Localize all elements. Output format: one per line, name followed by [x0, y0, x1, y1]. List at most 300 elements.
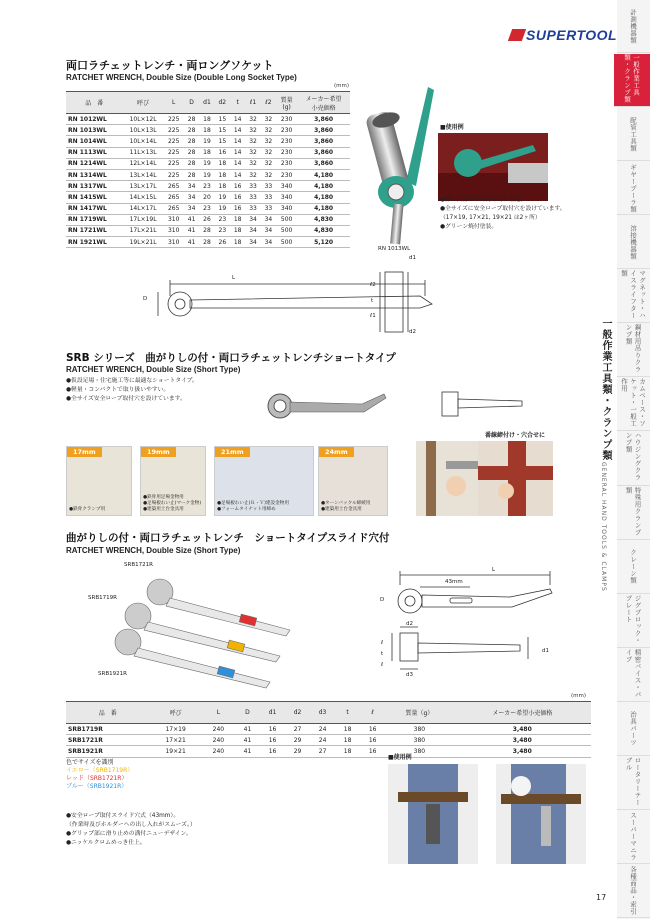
table-cell: 34 — [261, 214, 276, 225]
rn-usage-photo — [438, 133, 548, 201]
table-cell: 32 — [261, 169, 276, 180]
table-cell: 18 — [199, 147, 214, 158]
table-cell: 34 — [245, 237, 260, 248]
table-cell: 41 — [184, 237, 199, 248]
table-cell: 230 — [276, 114, 297, 125]
table-cell: 3,480 — [454, 724, 591, 735]
srb-side-drawing — [437, 384, 527, 424]
table-cell: 230 — [276, 147, 297, 158]
table-cell: 240 — [202, 746, 235, 757]
table-row — [66, 158, 350, 169]
table-cell: 34 — [245, 225, 260, 236]
sidebar-tab-label: 鋼材用吊りクランプ類 — [624, 324, 642, 374]
sidebar-tab[interactable] — [617, 487, 650, 540]
srb-usage-photo-2 — [478, 441, 553, 516]
size-badge: 24mm — [319, 447, 354, 457]
table-cell: 225 — [164, 125, 184, 136]
sidebar-tab-label: 溶接機器類 — [629, 224, 637, 260]
table-cell: 27 — [285, 724, 310, 735]
table-cell: 225 — [164, 136, 184, 147]
section3-usage-label: ■使用例 — [388, 754, 412, 761]
size-photo-21mm — [214, 446, 314, 516]
table-cell: 28 — [184, 169, 199, 180]
table-cell: 225 — [164, 169, 184, 180]
table-cell: 16 — [360, 735, 385, 746]
table-cell: 19 — [199, 136, 214, 147]
table-header-cell: 品 番 — [66, 92, 123, 114]
rn-wrench-photo — [358, 82, 438, 252]
sidebar-tab-label: 精密バイス・パイプ — [624, 648, 642, 698]
table-cell: SRB1719R — [66, 724, 150, 735]
rn-dimension-drawing — [150, 262, 440, 338]
table-cell: 18 — [335, 724, 360, 735]
table-cell: RN 1013WL — [66, 125, 123, 136]
table-cell: 16 — [230, 181, 245, 192]
srb-wrench-photo — [262, 390, 392, 430]
table-cell: SRB1921R — [66, 746, 150, 757]
sidebar-tab[interactable] — [617, 595, 650, 648]
table-row — [66, 125, 350, 136]
table-cell: 17×19 — [150, 724, 202, 735]
table-cell: 14 — [230, 169, 245, 180]
dim-srb-43mm: 43mm — [445, 579, 463, 585]
table-cell: 14 — [230, 136, 245, 147]
table-cell: 32 — [261, 114, 276, 125]
bullet-line: ●全サイズ安全ロープ取付穴を設けています。 — [66, 396, 186, 402]
table-cell: 380 — [385, 735, 453, 746]
table-cell: 32 — [261, 136, 276, 147]
table-cell: 28 — [199, 237, 214, 248]
table-cell: 4,180 — [297, 192, 350, 203]
table-cell: 18 — [199, 125, 214, 136]
table-cell: 14 — [230, 158, 245, 169]
table-cell: 16 — [230, 203, 245, 214]
size-photo-17mm — [66, 446, 132, 516]
table-cell: 310 — [164, 225, 184, 236]
table-cell: 15 — [215, 125, 230, 136]
dim-l1: ℓ1 — [370, 313, 376, 319]
table-row — [66, 192, 350, 203]
bullet-line: ●深い凹部での締付け時に最適。 — [440, 197, 527, 203]
table-cell: 33 — [245, 203, 260, 214]
table-cell: 18 — [215, 158, 230, 169]
table-header-cell: L — [164, 92, 184, 114]
dim-L: L — [232, 275, 236, 281]
color-key — [66, 759, 133, 791]
table-cell: 380 — [385, 746, 453, 757]
table-cell: 225 — [164, 147, 184, 158]
table-row — [66, 214, 350, 225]
table-cell: 17L×19L — [123, 214, 164, 225]
dim-D: D — [143, 296, 148, 302]
section1-title: 両口ラチェットレンチ・両ロングソケット — [66, 59, 274, 72]
table-cell: 15 — [215, 136, 230, 147]
sidebar-tab-label: ジグプロック・プレート — [624, 594, 642, 644]
table-cell: 28 — [199, 225, 214, 236]
section2-title: SRB シリーズ 曲がりしの付・両口ラチェットレンチショートタイプ — [66, 352, 396, 364]
label-srb1721r: SRB1721R — [124, 562, 153, 568]
table-cell: 26 — [215, 237, 230, 248]
sidebar-tab[interactable] — [617, 757, 650, 810]
table-cell: 24 — [310, 724, 335, 735]
section3-unit: (mm) — [571, 693, 587, 699]
table-cell: 11L×13L — [123, 147, 164, 158]
table-cell: 230 — [276, 169, 297, 180]
table-cell: 32 — [245, 136, 260, 147]
bullet-line: （作業時及びホルダーへの出し入れがスムーズ。） — [66, 822, 196, 828]
table-cell: 28 — [184, 158, 199, 169]
bullet-line: ●仮設足場・住宅施工等に最適なショートタイプ。 — [66, 378, 198, 384]
table-cell: 23 — [199, 203, 214, 214]
bullet-line: ●ニッケルクロムめっき仕上。 — [66, 840, 146, 846]
table-cell: 3,860 — [297, 125, 350, 136]
page-number: 17 — [596, 893, 607, 902]
table-cell: 29 — [285, 746, 310, 757]
table-cell: 33 — [245, 181, 260, 192]
table-cell: 3,860 — [297, 147, 350, 158]
table-cell: 14 — [230, 147, 245, 158]
table-cell: 310 — [164, 237, 184, 248]
bullet-line: ●安全ロープ取付スライド穴式（43mm）。 — [66, 813, 180, 819]
table-row — [66, 136, 350, 147]
table-cell: RN 1214WL — [66, 158, 123, 169]
table-cell: 310 — [164, 214, 184, 225]
table-row — [66, 114, 350, 125]
table-cell: 18 — [215, 169, 230, 180]
table-cell: 500 — [276, 237, 297, 248]
table-header-cell: t — [230, 92, 245, 114]
table-cell: 3,480 — [454, 735, 591, 746]
table-cell: 10L×12L — [123, 114, 164, 125]
sidebar-tab[interactable] — [617, 649, 650, 702]
sidebar-tab-label: クレーン類 — [629, 549, 637, 585]
table-cell: 16 — [260, 746, 285, 757]
table-header-cell: 質量（g） — [385, 702, 453, 724]
table-row — [66, 724, 591, 735]
table-cell: RN 1721WL — [66, 225, 123, 236]
table-cell: 32 — [245, 125, 260, 136]
size-note: ●ターンバックル締緩用 ●建築用土台金具用 — [321, 501, 371, 512]
main-category-english: GENERAL HAND TOOLS & CLAMPS — [600, 462, 607, 592]
size-photo-24mm — [318, 446, 388, 516]
label-srb1719r: SRB1719R — [88, 595, 117, 601]
sidebar-tab[interactable] — [617, 324, 650, 377]
table-header-cell: d2 — [215, 92, 230, 114]
table-cell: 265 — [164, 192, 184, 203]
table-cell: RN 1921WL — [66, 237, 123, 248]
table-cell: 32 — [261, 158, 276, 169]
size-photo-19mm — [140, 446, 206, 516]
table-header-cell: メーカー希望小売価格 — [454, 702, 591, 724]
section1-bullets — [440, 196, 566, 232]
sidebar-tab-label: ハウジングクランプ類 — [624, 432, 642, 482]
bullet-line: ●グリップ部に滑り止めの溝付ニューデザイン。 — [66, 831, 192, 837]
table-cell: 28 — [184, 136, 199, 147]
dim-srb-t: t — [381, 651, 384, 657]
table-header-cell: メーカー希望 小売価格 — [297, 92, 350, 114]
table-cell: 19×21 — [150, 746, 202, 757]
table-cell: 41 — [235, 724, 260, 735]
table-cell: 29 — [285, 735, 310, 746]
sidebar-tab-label: 各種商品・索引 — [629, 866, 637, 916]
table-cell: 34 — [184, 203, 199, 214]
sidebar-tab[interactable] — [617, 541, 650, 594]
table-cell: 18 — [199, 114, 214, 125]
table-cell: 5,120 — [297, 237, 350, 248]
table-header-cell: L — [202, 702, 235, 724]
table-cell: RN 1113WL — [66, 147, 123, 158]
sidebar-tab-label: ロータリーテーブル — [624, 756, 642, 806]
table-cell: SRB1721R — [66, 735, 150, 746]
dim-srb-D: D — [380, 597, 385, 603]
table-header-cell: 呼び — [123, 92, 164, 114]
table-header-cell: d3 — [310, 702, 335, 724]
bullet-line: （17×19, 17×21, 19×21 は2ヶ所） — [440, 215, 541, 221]
table-header-cell: d2 — [285, 702, 310, 724]
sidebar-tab-label: 特殊用クランプ類 — [624, 486, 642, 536]
sidebar-tab-label: スーパーマニラ — [629, 812, 637, 862]
table-cell: 19L×21L — [123, 237, 164, 248]
table-cell: 34 — [245, 214, 260, 225]
dim-l2: ℓ2 — [370, 282, 376, 288]
table-cell: 340 — [276, 192, 297, 203]
table-cell: 340 — [276, 203, 297, 214]
table-cell: 14L×17L — [123, 203, 164, 214]
bullet-line: ●全サイズに安全ロープ取付穴を設けています。 — [440, 206, 566, 212]
table-row — [66, 169, 350, 180]
size-badge: 17mm — [67, 447, 102, 457]
table-cell: 4,180 — [297, 181, 350, 192]
sidebar-tab-label: 配管工具類 — [629, 116, 637, 152]
section1-usage-label: ■使用例 — [440, 124, 464, 131]
table-cell: 33 — [261, 181, 276, 192]
table-cell: 240 — [202, 724, 235, 735]
table-cell: 28 — [184, 125, 199, 136]
section2-photo-title: 番線締付け・穴合せに — [485, 432, 546, 439]
table-header-cell: 品 番 — [66, 702, 150, 724]
sidebar-tab[interactable] — [617, 432, 650, 485]
table-cell: 4,180 — [297, 203, 350, 214]
size-note: ●鉄骨クランプ用 — [69, 507, 106, 512]
sidebar-tab[interactable] — [617, 811, 650, 864]
table-row — [66, 147, 350, 158]
table-cell: 12L×14L — [123, 158, 164, 169]
section2-bullets — [66, 377, 198, 404]
table-header-cell: 質量 (g) — [276, 92, 297, 114]
sidebar-tab[interactable] — [617, 270, 650, 323]
table-cell: 230 — [276, 136, 297, 147]
dim-d2: d2 — [409, 329, 416, 335]
srb-usage-photo-3 — [388, 764, 478, 864]
srb-usage-photo-1 — [416, 441, 478, 516]
table-row — [66, 203, 350, 214]
logo-text: SUPERTOOL — [526, 27, 618, 43]
table-cell: 230 — [276, 158, 297, 169]
section3-bullets — [66, 812, 196, 848]
sidebar-tab-label: 計測機器類 — [629, 8, 637, 44]
size-badge: 19mm — [141, 447, 176, 457]
table-cell: 4,830 — [297, 214, 350, 225]
table-cell: 15 — [215, 114, 230, 125]
table-cell: 27 — [310, 746, 335, 757]
table-cell: 28 — [184, 147, 199, 158]
sidebar-tab[interactable] — [617, 865, 650, 918]
dim-srb-d1: d1 — [542, 648, 549, 654]
table-cell: RN 1317WL — [66, 181, 123, 192]
table-cell: RN 1014WL — [66, 136, 123, 147]
sidebar-tab[interactable] — [617, 108, 650, 161]
sidebar-tab-label: ギヤープーラ類 — [629, 163, 637, 213]
table-cell: 32 — [245, 158, 260, 169]
dim-t: t — [371, 298, 374, 304]
table-header-cell: 呼び — [150, 702, 202, 724]
sidebar-tab[interactable] — [617, 0, 650, 53]
sidebar-tab[interactable] — [617, 378, 650, 431]
table-cell: 18 — [335, 735, 360, 746]
sidebar-tab[interactable] — [617, 162, 650, 215]
table-cell: 225 — [164, 158, 184, 169]
dim-srb-l2: ℓ — [381, 662, 384, 668]
table-cell: 34 — [261, 225, 276, 236]
table-cell: RN 1417WL — [66, 203, 123, 214]
sidebar-tab-label: マグネット・ハイスライフター類 — [620, 270, 646, 320]
table-cell: 10L×14L — [123, 136, 164, 147]
sidebar-tab[interactable] — [614, 54, 650, 107]
sidebar-tab-label: 一般作業工具類・クランプ類 — [623, 54, 640, 104]
table-cell: 265 — [164, 181, 184, 192]
sidebar-tab-label: 治具パーツ — [629, 711, 637, 747]
table-cell: 33 — [245, 192, 260, 203]
table-cell: 16 — [230, 192, 245, 203]
table-cell: 19 — [215, 192, 230, 203]
table-header-cell: ℓ1 — [245, 92, 260, 114]
section3-subtitle: RATCHET WRENCH, Double Size (Short Type) — [66, 546, 241, 555]
table-cell: 41 — [235, 735, 260, 746]
table-header-cell: ℓ — [360, 702, 385, 724]
table-cell: RN 1012WL — [66, 114, 123, 125]
table-row — [66, 181, 350, 192]
table-cell: 24 — [310, 735, 335, 746]
table-cell: 265 — [164, 203, 184, 214]
table-cell: 225 — [164, 114, 184, 125]
table-cell: 34 — [261, 237, 276, 248]
table-cell: 14 — [230, 114, 245, 125]
table-cell: 23 — [215, 214, 230, 225]
table-cell: 240 — [202, 735, 235, 746]
table-cell: 3,860 — [297, 114, 350, 125]
table-cell: 14 — [230, 125, 245, 136]
table-cell: 230 — [276, 125, 297, 136]
table-cell: 19 — [199, 169, 214, 180]
spec-table-srb — [66, 701, 591, 758]
table-cell: 23 — [199, 181, 214, 192]
table-cell: 32 — [261, 125, 276, 136]
table-cell: RN 1314WL — [66, 169, 123, 180]
section1-unit: (mm) — [334, 83, 350, 89]
srb-usage-photo-4 — [496, 764, 586, 864]
bullet-line: ●グリーン焼付塗装。 — [440, 224, 498, 230]
table-cell: 41 — [184, 214, 199, 225]
size-note: ●鉄骨用足場金物用 ●足場板わい止(マーク金物) ●建築用土台金具用 — [143, 495, 202, 512]
dim-d1: d1 — [409, 255, 416, 261]
color-key-item: ブルー（SRB1921R） — [66, 783, 128, 790]
table-cell: 18 — [215, 181, 230, 192]
bullet-line: ●軽量・コンパクトで取り扱いやすい。 — [66, 387, 170, 393]
spec-table-rn — [66, 91, 350, 248]
size-note: ●足場板わい止(Ｒ・Ｖ)建設金物用 ●フォームタイナット用締め — [217, 501, 289, 512]
table-cell: 34 — [184, 181, 199, 192]
dim-srb-d2: d2 — [406, 621, 413, 627]
table-header-cell: t — [335, 702, 360, 724]
table-cell: 32 — [245, 147, 260, 158]
label-srb1921r: SRB1921R — [98, 671, 127, 677]
table-header-cell: D — [235, 702, 260, 724]
rn-photo-caption: RN 1013WL — [378, 246, 411, 252]
color-key-title: 色でサイズを識別 — [66, 759, 114, 766]
table-cell: 32 — [245, 114, 260, 125]
table-cell: 16 — [260, 724, 285, 735]
table-cell: 41 — [184, 225, 199, 236]
table-cell: 16 — [360, 724, 385, 735]
table-cell: 32 — [245, 169, 260, 180]
color-key-item: レッド（SRB1721R） — [66, 775, 128, 782]
table-cell: 18 — [230, 214, 245, 225]
table-cell: 16 — [260, 735, 285, 746]
table-row — [66, 735, 591, 746]
table-header-cell: d1 — [199, 92, 214, 114]
table-row — [66, 225, 350, 236]
table-cell: 18 — [230, 225, 245, 236]
logo-mark-icon — [508, 29, 526, 41]
table-row — [66, 237, 350, 248]
section2-subtitle: RATCHET WRENCH, Double Size (Short Type) — [66, 365, 241, 374]
table-cell: 3,480 — [454, 746, 591, 757]
table-cell: 34 — [184, 192, 199, 203]
table-header-cell: d1 — [260, 702, 285, 724]
table-cell: 41 — [235, 746, 260, 757]
table-cell: 16 — [360, 746, 385, 757]
table-header-cell: ℓ2 — [261, 92, 276, 114]
table-cell: 20 — [199, 192, 214, 203]
table-cell: 500 — [276, 225, 297, 236]
main-category-label: 一般作業工具類・クランプ類 — [600, 318, 611, 461]
table-cell: 3,860 — [297, 136, 350, 147]
table-cell: 3,860 — [297, 158, 350, 169]
color-key-item: イエロー（SRB1719R） — [66, 767, 134, 774]
table-cell: 33 — [261, 203, 276, 214]
table-cell: 500 — [276, 214, 297, 225]
table-cell: 4,830 — [297, 225, 350, 236]
sidebar-tab[interactable] — [617, 703, 650, 756]
table-cell: 19 — [215, 203, 230, 214]
table-header-cell: D — [184, 92, 199, 114]
table-cell: 380 — [385, 724, 453, 735]
section3-title: 曲がりしの付・両口ラチェットレンチ ショートタイプスライド穴付 — [66, 532, 390, 544]
table-cell: 19 — [199, 158, 214, 169]
table-cell: 26 — [199, 214, 214, 225]
table-cell: 18 — [335, 746, 360, 757]
table-cell: 10L×13L — [123, 125, 164, 136]
table-cell: 17L×21L — [123, 225, 164, 236]
table-cell: RN 1415WL — [66, 192, 123, 203]
table-cell: 4,180 — [297, 169, 350, 180]
table-cell: 16 — [215, 147, 230, 158]
dim-srb-l: ℓ — [381, 640, 384, 646]
table-cell: 33 — [261, 192, 276, 203]
size-badge: 21mm — [215, 447, 250, 457]
section1-subtitle: RATCHET WRENCH, Double Size (Double Long Socket Type) — [66, 73, 297, 82]
sidebar-tab[interactable] — [617, 216, 650, 269]
